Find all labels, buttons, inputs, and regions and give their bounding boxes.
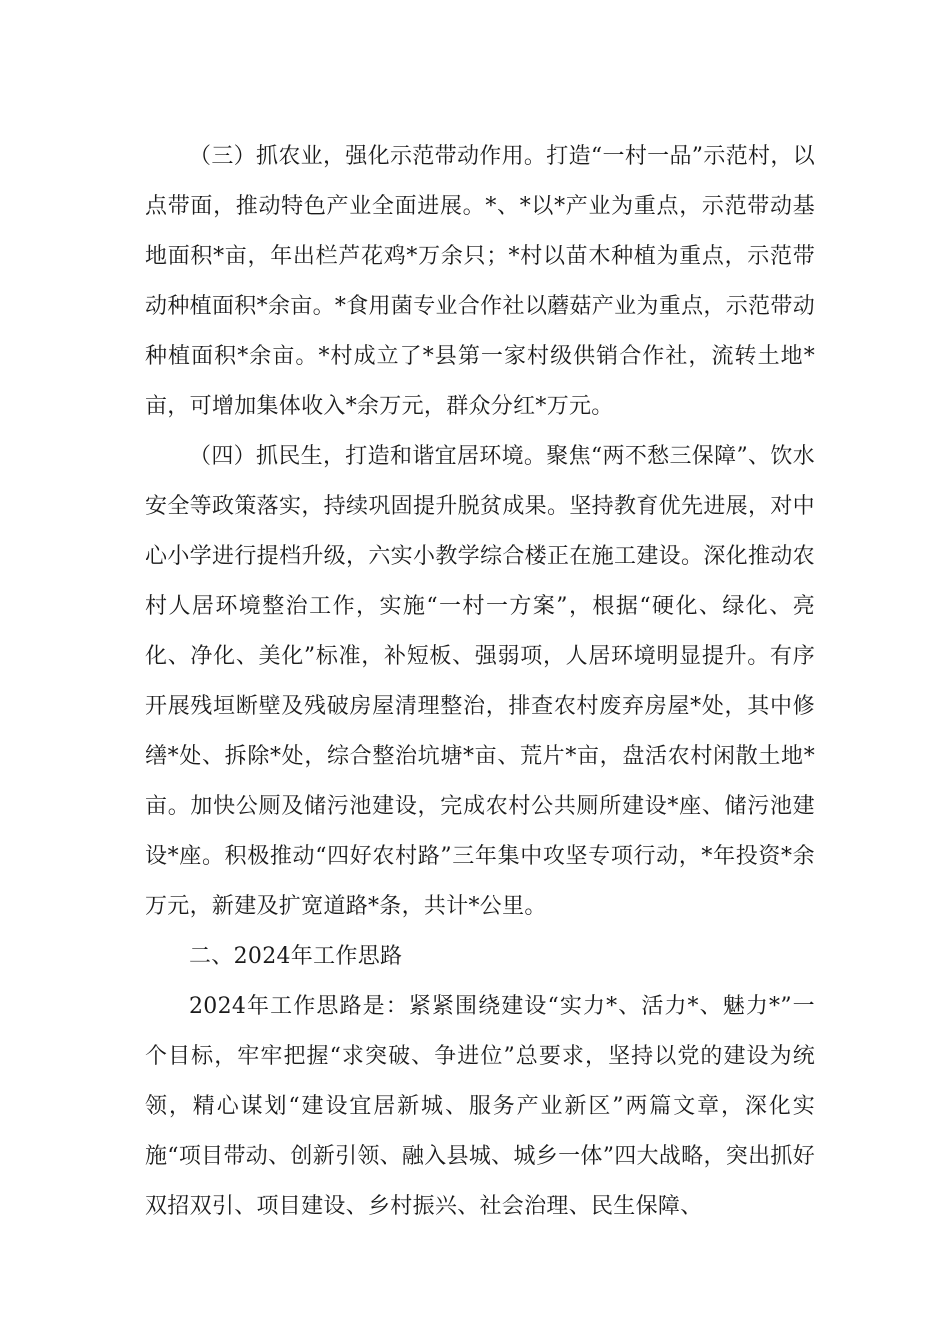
paragraph-2024-work-ideas: 2024年工作思路是：紧紧围绕建设“实力*、活力*、魅力*”一个目标，牢牢把握“求突破、争进位”总要求，坚持以党的建设为统领，精心谋划“建设宜居新城、服务产业新区”两篇文章，深化实施“项目带动、创新引领、融入县城、城乡一体”四大战略，突出抓好双招双引、项目建设、乡村振兴、社会治理、民生保障、 (145, 994, 815, 1219)
paragraph-livelihood: （四）抓民生，打造和谐宜居环境。聚焦“两不愁三保障”、饮水安全等政策落实，持续巩固提升脱贫成果。坚持教育优先进展，对中心小学进行提档升级，六实小教学综合楼正在施工建设。深化推动农村人居环境整治工作，实施“一村一方案”，根据“硬化、绿化、亮化、净化、美化”标准，补短板、强弱项，人居环境明显提升。有序开展残垣断壁及残破房屋清理整治，排查农村废弃房屋*处，其中修缮*处、拆除*处，综合整治坑塘*亩、荒片*亩，盘活农村闲散土地*亩。加快公厕及储污池建设，完成农村公共厕所建设*座、储污池建设*座。积极推动“四好农村路”三年集中攻坚专项行动，*年投资*余万元，新建及扩宽道路*条，共计*公里。 (145, 444, 815, 919)
paragraph-agriculture: （三）抓农业，强化示范带动作用。打造“一村一品”示范村，以点带面，推动特色产业全面进展。*、*以*产业为重点，示范带动基地面积*亩，年出栏芦花鸡*万余只；*村以苗木种植为重点，示范带动种植面积*余亩。*食用菌专业合作社以蘑菇产业为重点，示范带动种植面积*余亩。*村成立了*县第一家村级供销合作社，流转土地*亩，可增加集体收入*余万元，群众分红*万元。 (145, 144, 815, 419)
section-heading-2024-work-ideas: 二、2024年工作思路 (189, 944, 403, 969)
document-body (145, 132, 815, 1232)
